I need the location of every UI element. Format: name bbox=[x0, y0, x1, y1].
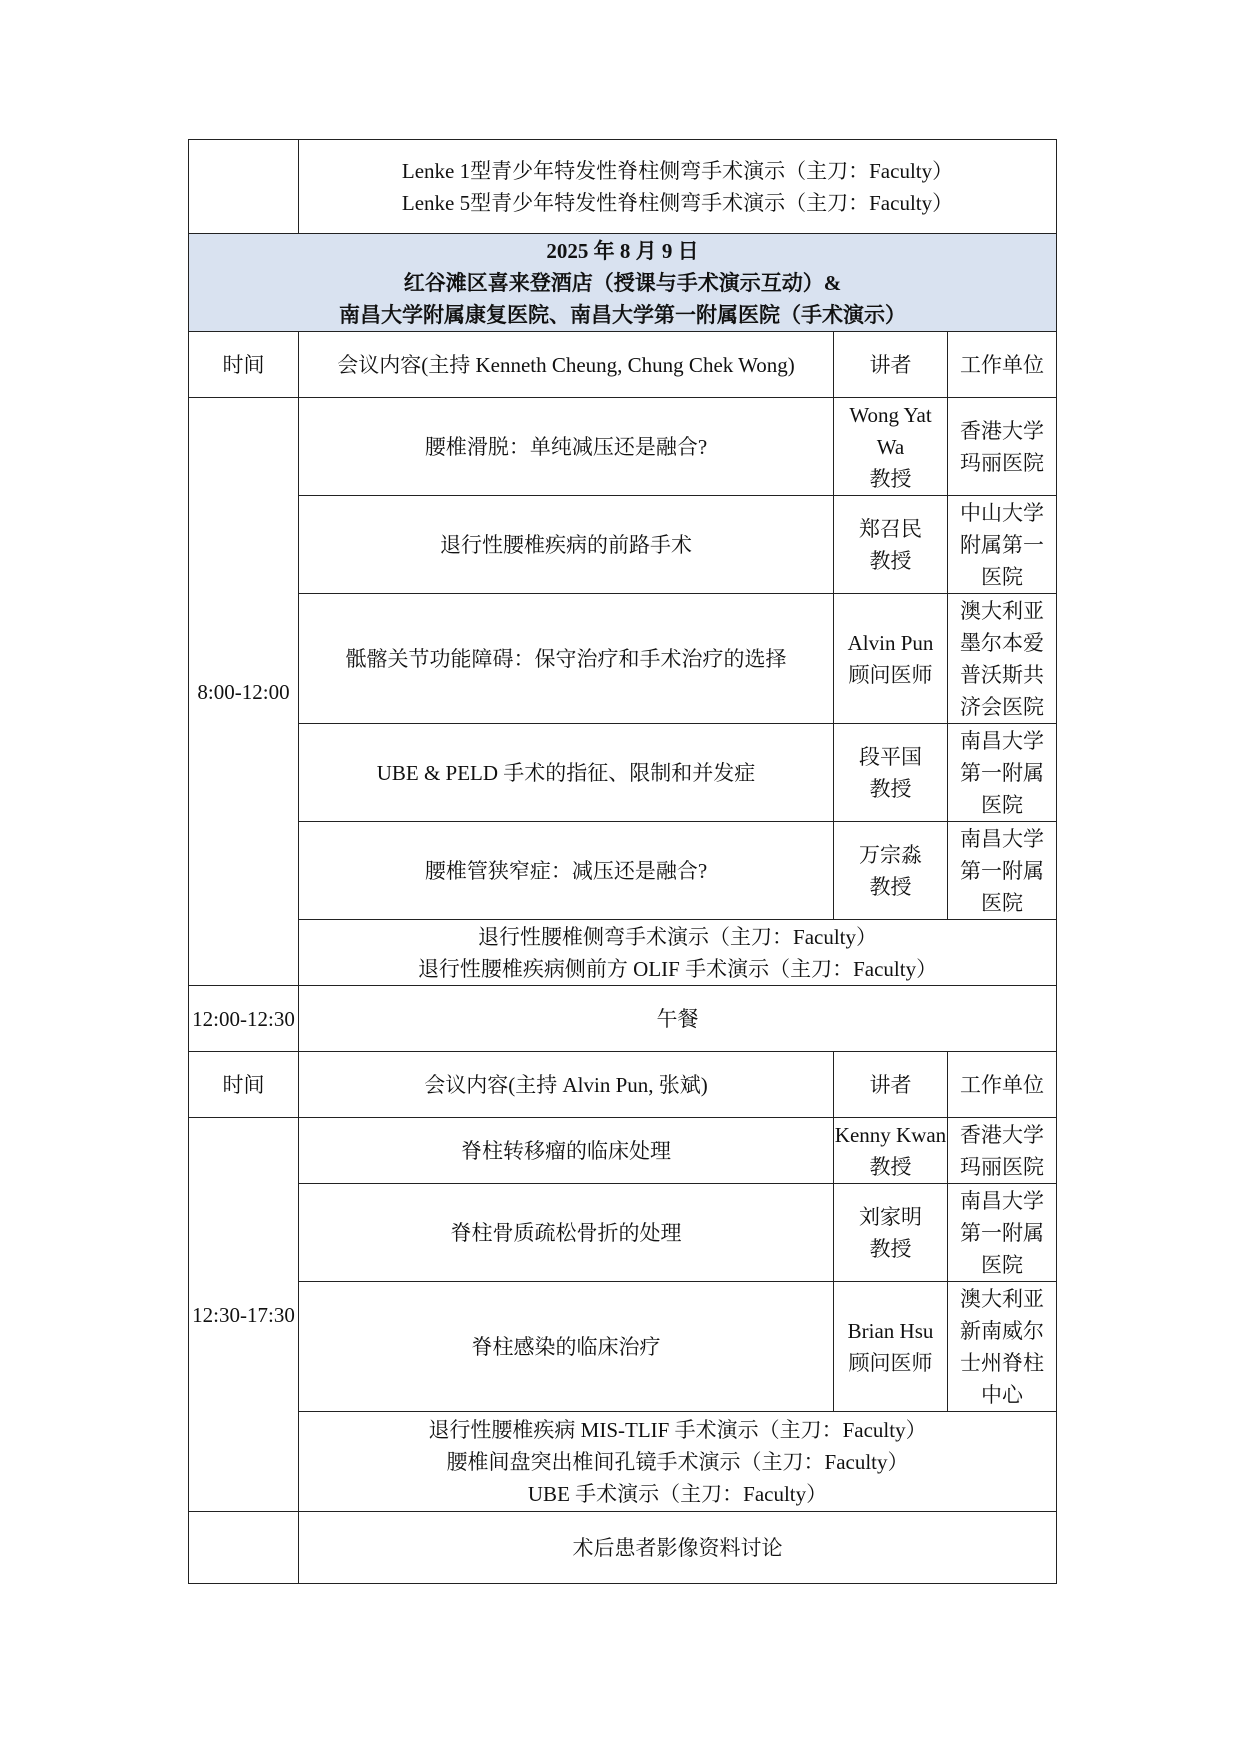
speaker-name: 万宗淼 bbox=[859, 842, 922, 867]
affiliation-line: 第一附属 bbox=[960, 858, 1045, 883]
top-demo-cell bbox=[299, 140, 1057, 234]
talk-affiliation bbox=[948, 822, 1057, 920]
talk-topic: UBE & PELD 手术的指征、限制和并发症 bbox=[299, 724, 834, 822]
talk-row bbox=[189, 594, 1057, 724]
affiliation-line: 普沃斯共 bbox=[960, 662, 1045, 687]
banner-date: 2025 年 8 月 9 日 bbox=[546, 238, 699, 263]
empty-time-cell bbox=[189, 140, 299, 234]
affiliation-line: 济会医院 bbox=[960, 694, 1045, 719]
header-speaker: 讲者 bbox=[834, 332, 948, 398]
talk-topic: 脊柱感染的临床治疗 bbox=[299, 1282, 834, 1412]
affiliation-line: 墨尔本爱 bbox=[960, 630, 1045, 655]
talk-affiliation bbox=[948, 496, 1057, 594]
affiliation-line: 南昌大学 bbox=[960, 1188, 1045, 1213]
empty-time-cell bbox=[189, 1512, 299, 1584]
banner-venue-1: 红谷滩区喜来登酒店（授课与手术演示互动）& bbox=[403, 270, 842, 295]
talk-row bbox=[189, 496, 1057, 594]
speaker-title: 教授 bbox=[869, 874, 912, 899]
affiliation-line: 医院 bbox=[981, 564, 1024, 589]
talk-speaker bbox=[834, 724, 948, 822]
talk-affiliation bbox=[948, 594, 1057, 724]
speaker-name: Wong Yat bbox=[849, 402, 932, 427]
morning-demo-cell bbox=[299, 920, 1057, 986]
speaker-name: 段平国 bbox=[859, 744, 922, 769]
talk-topic: 脊柱转移瘤的临床处理 bbox=[299, 1118, 834, 1184]
talk-speaker bbox=[834, 1282, 948, 1412]
lunch-row bbox=[189, 986, 1057, 1052]
talk-row bbox=[189, 1282, 1057, 1412]
speaker-title: 教授 bbox=[869, 776, 912, 801]
schedule-table bbox=[188, 139, 1057, 1584]
talk-speaker bbox=[834, 496, 948, 594]
speaker-name: Kenny Kwan bbox=[834, 1122, 947, 1147]
affiliation-line: 南昌大学 bbox=[960, 826, 1045, 851]
day-banner-row bbox=[189, 234, 1057, 332]
demo-line: 退行性腰椎侧弯手术演示（主刀：Faculty） bbox=[478, 924, 878, 949]
talk-row bbox=[189, 1118, 1057, 1184]
talk-affiliation bbox=[948, 1118, 1057, 1184]
top-demo-row bbox=[189, 140, 1057, 234]
affiliation-line: 南昌大学 bbox=[960, 728, 1045, 753]
header-time: 时间 bbox=[189, 332, 299, 398]
discussion-row bbox=[189, 1512, 1057, 1584]
talk-speaker bbox=[834, 1184, 948, 1282]
time-range-lunch: 12:00-12:30 bbox=[189, 986, 299, 1052]
lunch-label: 午餐 bbox=[299, 986, 1057, 1052]
affiliation-line: 新南威尔 bbox=[960, 1318, 1045, 1343]
morning-header-row bbox=[189, 332, 1057, 398]
talk-affiliation bbox=[948, 1282, 1057, 1412]
discussion-label: 术后患者影像资料讨论 bbox=[299, 1512, 1057, 1584]
speaker-name: Wa bbox=[876, 434, 905, 459]
affiliation-line: 玛丽医院 bbox=[960, 1154, 1045, 1179]
header-content: 会议内容(主持 Kenneth Cheung, Chung Chek Wong) bbox=[299, 332, 834, 398]
demo-line: 退行性腰椎疾病 MIS-TLIF 手术演示（主刀：Faculty） bbox=[428, 1417, 927, 1442]
affiliation-line: 香港大学 bbox=[960, 418, 1045, 443]
affiliation-line: 医院 bbox=[981, 890, 1024, 915]
talk-row bbox=[189, 724, 1057, 822]
demo-line: UBE 手术演示（主刀：Faculty） bbox=[527, 1481, 828, 1506]
talk-row bbox=[189, 398, 1057, 496]
affiliation-line: 玛丽医院 bbox=[960, 450, 1045, 475]
header-content: 会议内容(主持 Alvin Pun, 张斌) bbox=[299, 1052, 834, 1118]
afternoon-header-row bbox=[189, 1052, 1057, 1118]
talk-row bbox=[189, 822, 1057, 920]
speaker-name: 郑召民 bbox=[859, 516, 922, 541]
speaker-title: 教授 bbox=[869, 466, 912, 491]
speaker-title: 顾问医师 bbox=[848, 1350, 933, 1375]
speaker-title: 教授 bbox=[869, 548, 912, 573]
demo-line: 腰椎间盘突出椎间孔镜手术演示（主刀：Faculty） bbox=[446, 1449, 909, 1474]
speaker-name: Alvin Pun bbox=[847, 630, 934, 655]
affiliation-line: 澳大利亚 bbox=[960, 598, 1045, 623]
affiliation-line: 澳大利亚 bbox=[960, 1286, 1045, 1311]
header-time: 时间 bbox=[189, 1052, 299, 1118]
demo-line: Lenke 5型青少年特发性脊柱侧弯手术演示（主刀：Faculty） bbox=[401, 190, 954, 215]
talk-row bbox=[189, 1184, 1057, 1282]
talk-topic: 腰椎管狭窄症：减压还是融合? bbox=[299, 822, 834, 920]
header-speaker: 讲者 bbox=[834, 1052, 948, 1118]
talk-affiliation bbox=[948, 724, 1057, 822]
talk-topic: 骶髂关节功能障碍：保守治疗和手术治疗的选择 bbox=[299, 594, 834, 724]
speaker-title: 教授 bbox=[869, 1154, 912, 1179]
speaker-name: 刘家明 bbox=[859, 1204, 922, 1229]
affiliation-line: 中心 bbox=[981, 1382, 1024, 1407]
affiliation-line: 第一附属 bbox=[960, 760, 1045, 785]
affiliation-line: 士州脊柱 bbox=[960, 1350, 1045, 1375]
header-affiliation: 工作单位 bbox=[948, 332, 1057, 398]
day-banner bbox=[189, 234, 1057, 332]
time-range-afternoon: 12:30-17:30 bbox=[189, 1118, 299, 1512]
header-affiliation: 工作单位 bbox=[948, 1052, 1057, 1118]
demo-line: Lenke 1型青少年特发性脊柱侧弯手术演示（主刀：Faculty） bbox=[401, 158, 954, 183]
demo-line: 退行性腰椎疾病侧前方 OLIF 手术演示（主刀：Faculty） bbox=[417, 956, 938, 981]
talk-topic: 腰椎滑脱：单纯减压还是融合? bbox=[299, 398, 834, 496]
talk-topic: 退行性腰椎疾病的前路手术 bbox=[299, 496, 834, 594]
afternoon-demo-row bbox=[189, 1412, 1057, 1512]
time-range-morning: 8:00-12:00 bbox=[189, 398, 299, 986]
speaker-title: 教授 bbox=[869, 1236, 912, 1261]
affiliation-line: 香港大学 bbox=[960, 1122, 1045, 1147]
affiliation-line: 医院 bbox=[981, 792, 1024, 817]
afternoon-demo-cell bbox=[299, 1412, 1057, 1512]
speaker-title: 顾问医师 bbox=[848, 662, 933, 687]
morning-demo-row bbox=[189, 920, 1057, 986]
talk-topic: 脊柱骨质疏松骨折的处理 bbox=[299, 1184, 834, 1282]
talk-affiliation bbox=[948, 398, 1057, 496]
affiliation-line: 附属第一 bbox=[960, 532, 1045, 557]
talk-speaker bbox=[834, 1118, 948, 1184]
affiliation-line: 医院 bbox=[981, 1252, 1024, 1277]
talk-affiliation bbox=[948, 1184, 1057, 1282]
talk-speaker bbox=[834, 398, 948, 496]
banner-venue-2: 南昌大学附属康复医院、南昌大学第一附属医院（手术演示） bbox=[339, 302, 907, 327]
affiliation-line: 第一附属 bbox=[960, 1220, 1045, 1245]
speaker-name: Brian Hsu bbox=[847, 1318, 934, 1343]
talk-speaker bbox=[834, 822, 948, 920]
talk-speaker bbox=[834, 594, 948, 724]
affiliation-line: 中山大学 bbox=[960, 500, 1045, 525]
